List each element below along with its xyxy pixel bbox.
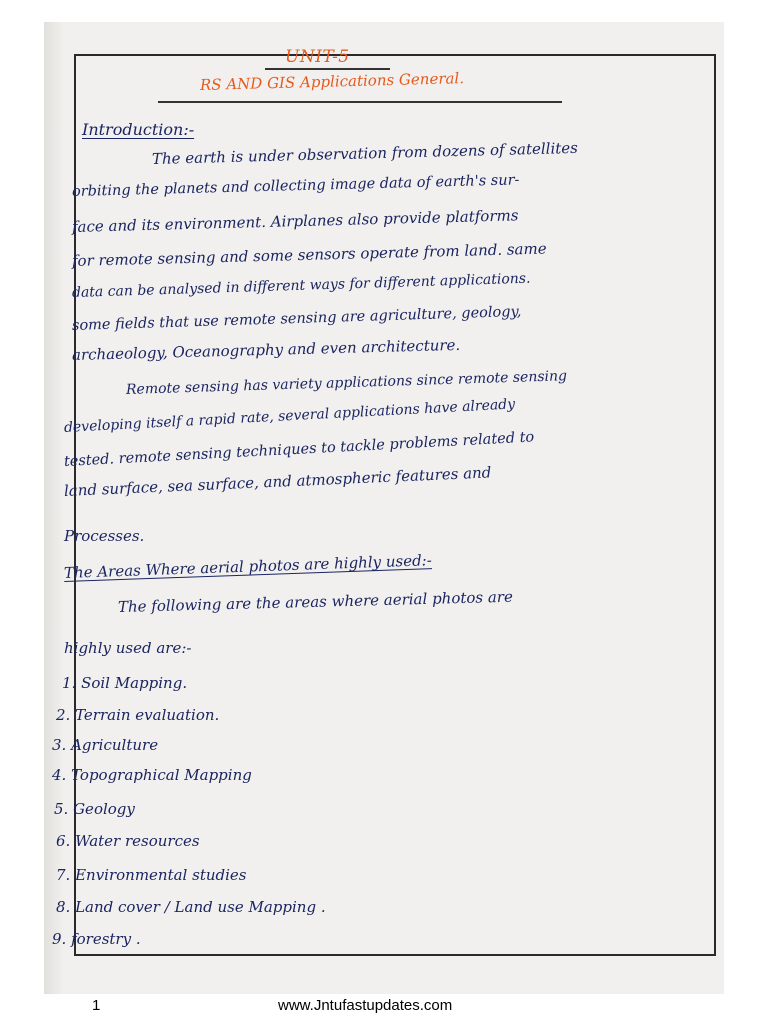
list-item: 6. Water resources: [56, 832, 200, 850]
intro-line: some fields that use remote sensing are agriculture, geology,: [71, 303, 522, 334]
intro-line: face and its environment. Airplanes also provide platforms: [71, 206, 519, 236]
unit-underline: [265, 68, 390, 70]
intro-line: orbiting the planets and collecting image data of earth's sur-: [71, 172, 520, 200]
list-item: 4. Topographical Mapping: [52, 766, 252, 784]
list-item: 2. Terrain evaluation.: [56, 706, 220, 724]
areas-intro-line: The following are the areas where aerial photos are: [117, 587, 514, 616]
introduction-heading: Introduction:-: [82, 120, 195, 139]
list-item: 3. Agriculture: [52, 736, 159, 754]
intro-line: The earth is under observation from dozens of satellites: [151, 138, 579, 168]
intro-line: tested. remote sensing techniques to tackle problems related to: [63, 429, 535, 470]
areas-heading: The Areas Where aerial photos are highly used:-: [63, 551, 433, 582]
intro-line: Remote sensing has variety applications since remote sensing: [125, 368, 568, 398]
list-item: 5. Geology: [54, 800, 135, 818]
chapter-title-underline: [158, 101, 562, 103]
intro-line: data can be analysed in different ways for different applications.: [71, 270, 531, 301]
intro-line: land surface, sea surface, and atmospheric features and: [63, 463, 492, 500]
list-item: 7. Environmental studies: [56, 866, 247, 884]
website-link[interactable]: www.Jntufastupdates.com: [278, 997, 453, 1014]
list-item: 8. Land cover / Land use Mapping .: [56, 898, 326, 916]
areas-intro-line: highly used are:-: [64, 639, 192, 657]
page-number: 1: [92, 997, 101, 1014]
list-item: 9. forestry .: [52, 930, 141, 948]
intro-line: archaeology, Oceanography and even architecture.: [71, 335, 461, 364]
unit-title: UNIT-5: [285, 47, 350, 67]
intro-line: for remote sensing and some sensors operate from land. same: [71, 239, 547, 270]
intro-line: developing itself a rapid rate, several applications have already: [63, 396, 516, 436]
list-item: 1. Soil Mapping.: [62, 674, 188, 692]
intro-line: Processes.: [64, 527, 145, 545]
chapter-title: RS AND GIS Applications General.: [199, 69, 465, 94]
